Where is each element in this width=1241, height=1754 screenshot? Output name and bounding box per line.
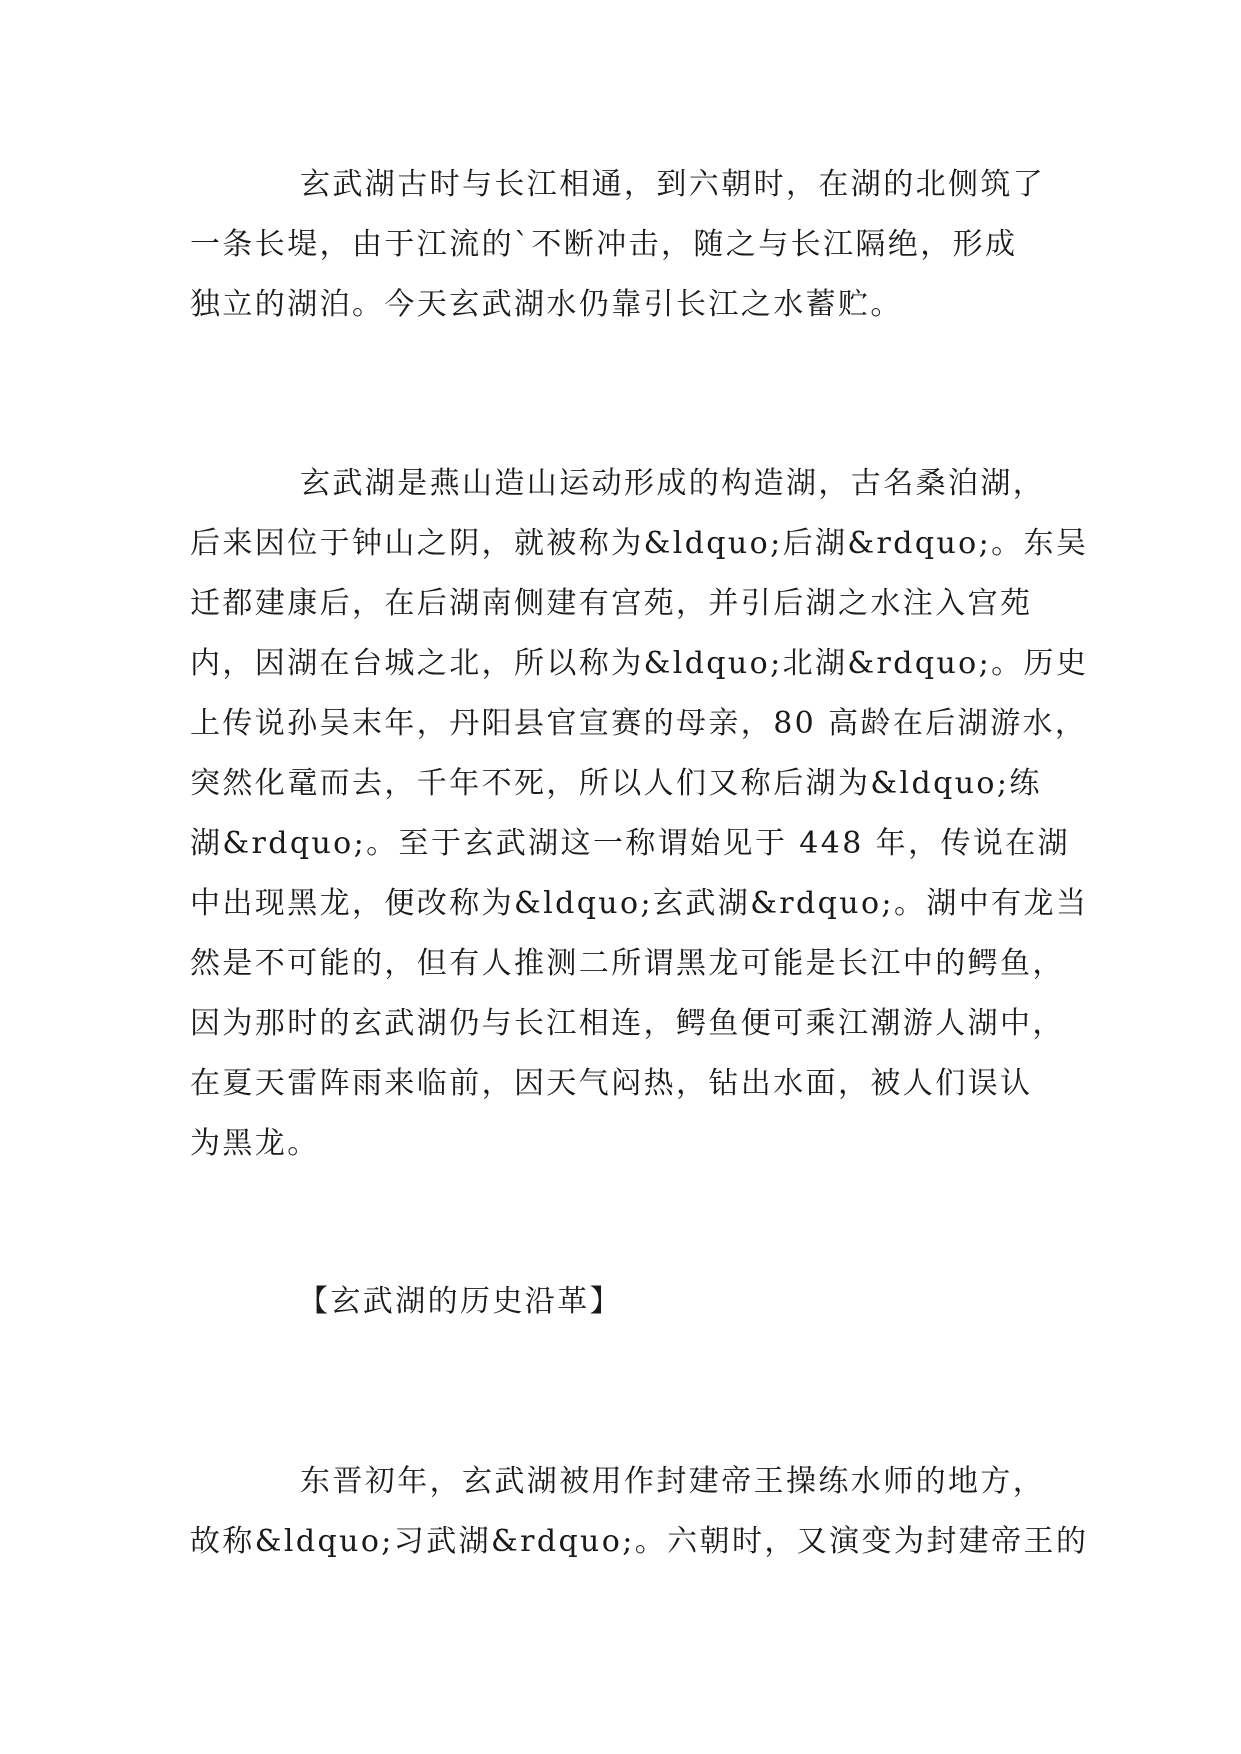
paragraph-line: 故称&ldquo;习武湖&rdquo;。六朝时，又演变为封建帝王的 — [190, 1524, 1089, 1559]
paragraph-line: 东晋初年，玄武湖被用作封建帝王操练水师的地方， — [300, 1464, 1046, 1499]
section-heading-text: 【玄武湖的历史沿革】 — [298, 1284, 622, 1319]
paragraph-line: 上传说孙吴末年，丹阳县官宣赛的母亲，80 高龄在后湖游水， — [190, 706, 1088, 741]
paragraph-history — [190, 1452, 1089, 1572]
paragraph-line: 在夏天雷阵雨来临前，因天气闷热，钻出水面，被人们误认 — [190, 1066, 1033, 1101]
paragraph-line: 突然化鼋而去，千年不死，所以人们又称后湖为&ldquo;练 — [190, 766, 1042, 801]
paragraph-line: 中出现黑龙，便改称为&ldquo;玄武湖&rdquo;。湖中有龙当 — [190, 886, 1089, 921]
paragraph-line: 独立的湖泊。今天玄武湖水仍靠引长江之水蓄贮。 — [190, 287, 903, 322]
section-heading — [298, 1272, 1178, 1332]
paragraph-line: 为黑龙。 — [190, 1126, 320, 1161]
paragraph-line: 玄武湖是燕山造山运动形成的构造湖，古名桑泊湖， — [300, 466, 1046, 501]
paragraph-line: 然是不可能的，但有人推测二所谓黑龙可能是长江中的鳄鱼， — [190, 946, 1065, 981]
paragraph-line: 后来因位于钟山之阴，就被称为&ldquo;后湖&rdquo;。东吴 — [190, 526, 1089, 561]
paragraph-line: 玄武湖古时与长江相通，到六朝时，在湖的北侧筑了 — [300, 167, 1046, 202]
paragraph-lake-names — [190, 454, 1089, 1174]
paragraph-line: 内，因湖在台城之北，所以称为&ldquo;北湖&rdquo;。历史 — [190, 646, 1089, 681]
paragraph-line: 湖&rdquo;。至于玄武湖这一称谓始见于 448 年，传说在湖 — [190, 826, 1071, 861]
paragraph-line: 因为那时的玄武湖仍与长江相连，鳄鱼便可乘江潮游人湖中， — [190, 1006, 1065, 1041]
paragraph-line: 一条长堤，由于江流的`不断冲击，随之与长江隔绝，形成 — [190, 227, 1018, 262]
paragraph-lake-origin — [190, 155, 1070, 335]
paragraph-line: 迁都建康后，在后湖南侧建有宫苑，并引后湖之水注入宫苑 — [190, 586, 1033, 621]
